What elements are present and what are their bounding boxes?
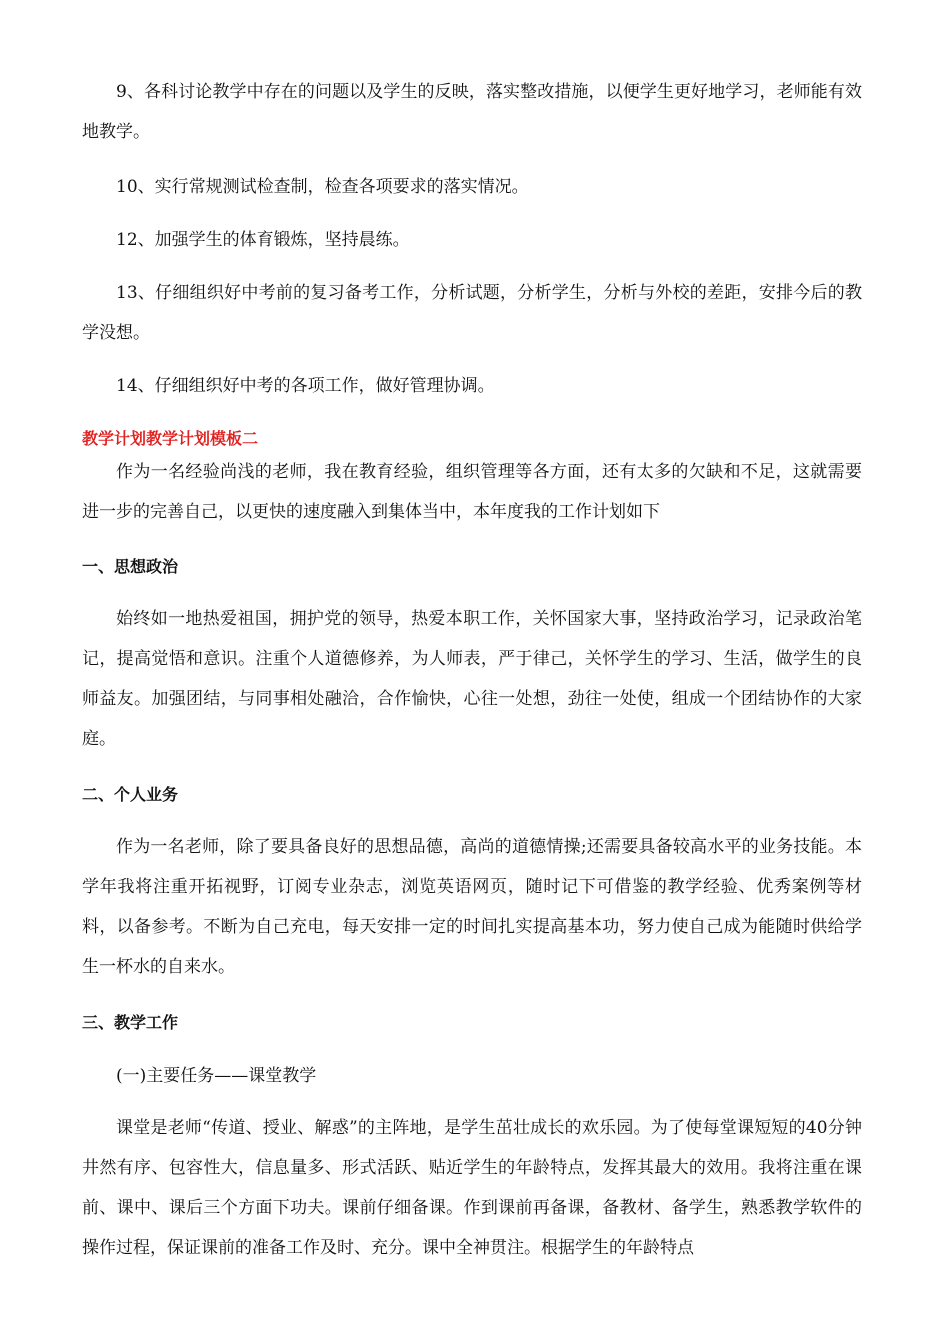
paragraph-item-9: 9、各科讨论教学中存在的问题以及学生的反映，落实整改措施，以便学生更好地学习，老师能有效地教学。: [82, 82, 862, 142]
template-title: 教学计划教学计划模板二: [82, 429, 259, 448]
paragraph-item-10: 10、实行常规测试检查制，检查各项要求的落实情况。: [116, 177, 529, 197]
section-heading-politics: 一、思想政治: [82, 557, 179, 576]
paragraph-item-12: 12、加强学生的体育锻炼，坚持晨练。: [116, 230, 410, 250]
paragraph-item-14: 14、仔细组织好中考的各项工作，做好管理协调。: [116, 376, 495, 396]
subsection-heading-classroom: (一)主要任务——课堂教学: [116, 1066, 317, 1086]
classroom-paragraph: 课堂是老师“传道、授业、解惑”的主阵地，是学生茁壮成长的欢乐园。为了使每堂课短短的40分钟井然有序、包容性大，信息量多、形式活跃、贴近学生的年龄特点，发挥其最大的效用。我将注重在课前、课中、课后三个方面下功夫。课前仔细备课。作到课前再备课，备教材、备学生，熟悉教学软件的操作过程，保证课前的准备工作及时、充分。课中全神贯注。根据学生的年龄特点: [82, 1118, 862, 1258]
intro-paragraph: 作为一名经验尚浅的老师，我在教育经验，组织管理等各方面，还有太多的欠缺和不足，这就需要进一步的完善自己，以更快的速度融入到集体当中，本年度我的工作计划如下: [82, 462, 862, 522]
section-heading-teaching: 三、教学工作: [82, 1013, 179, 1032]
business-paragraph: 作为一名老师，除了要具备良好的思想品德，高尚的道德情操;还需要具备较高水平的业务技能。本学年我将注重开拓视野，订阅专业杂志，浏览英语网页，随时记下可借鉴的教学经验、优秀案例等材料，以备参考。不断为自己充电，每天安排一定的时间扎实提高基本功，努力使自己成为能随时供给学生一杯水的自来水。: [82, 837, 862, 977]
section-heading-business: 二、个人业务: [82, 785, 179, 804]
paragraph-item-13: 13、仔细组织好中考前的复习备考工作，分析试题，分析学生，分析与外校的差距，安排今后的教学没想。: [82, 283, 862, 343]
politics-paragraph: 始终如一地热爱祖国，拥护党的领导，热爱本职工作，关怀国家大事，坚持政治学习，记录政治笔记，提高觉悟和意识。注重个人道德修养，为人师表，严于律己，关怀学生的学习、生活，做学生的良师益友。加强团结，与同事相处融洽，合作愉快，心往一处想，劲往一处使，组成一个团结协作的大家庭。: [82, 609, 862, 749]
